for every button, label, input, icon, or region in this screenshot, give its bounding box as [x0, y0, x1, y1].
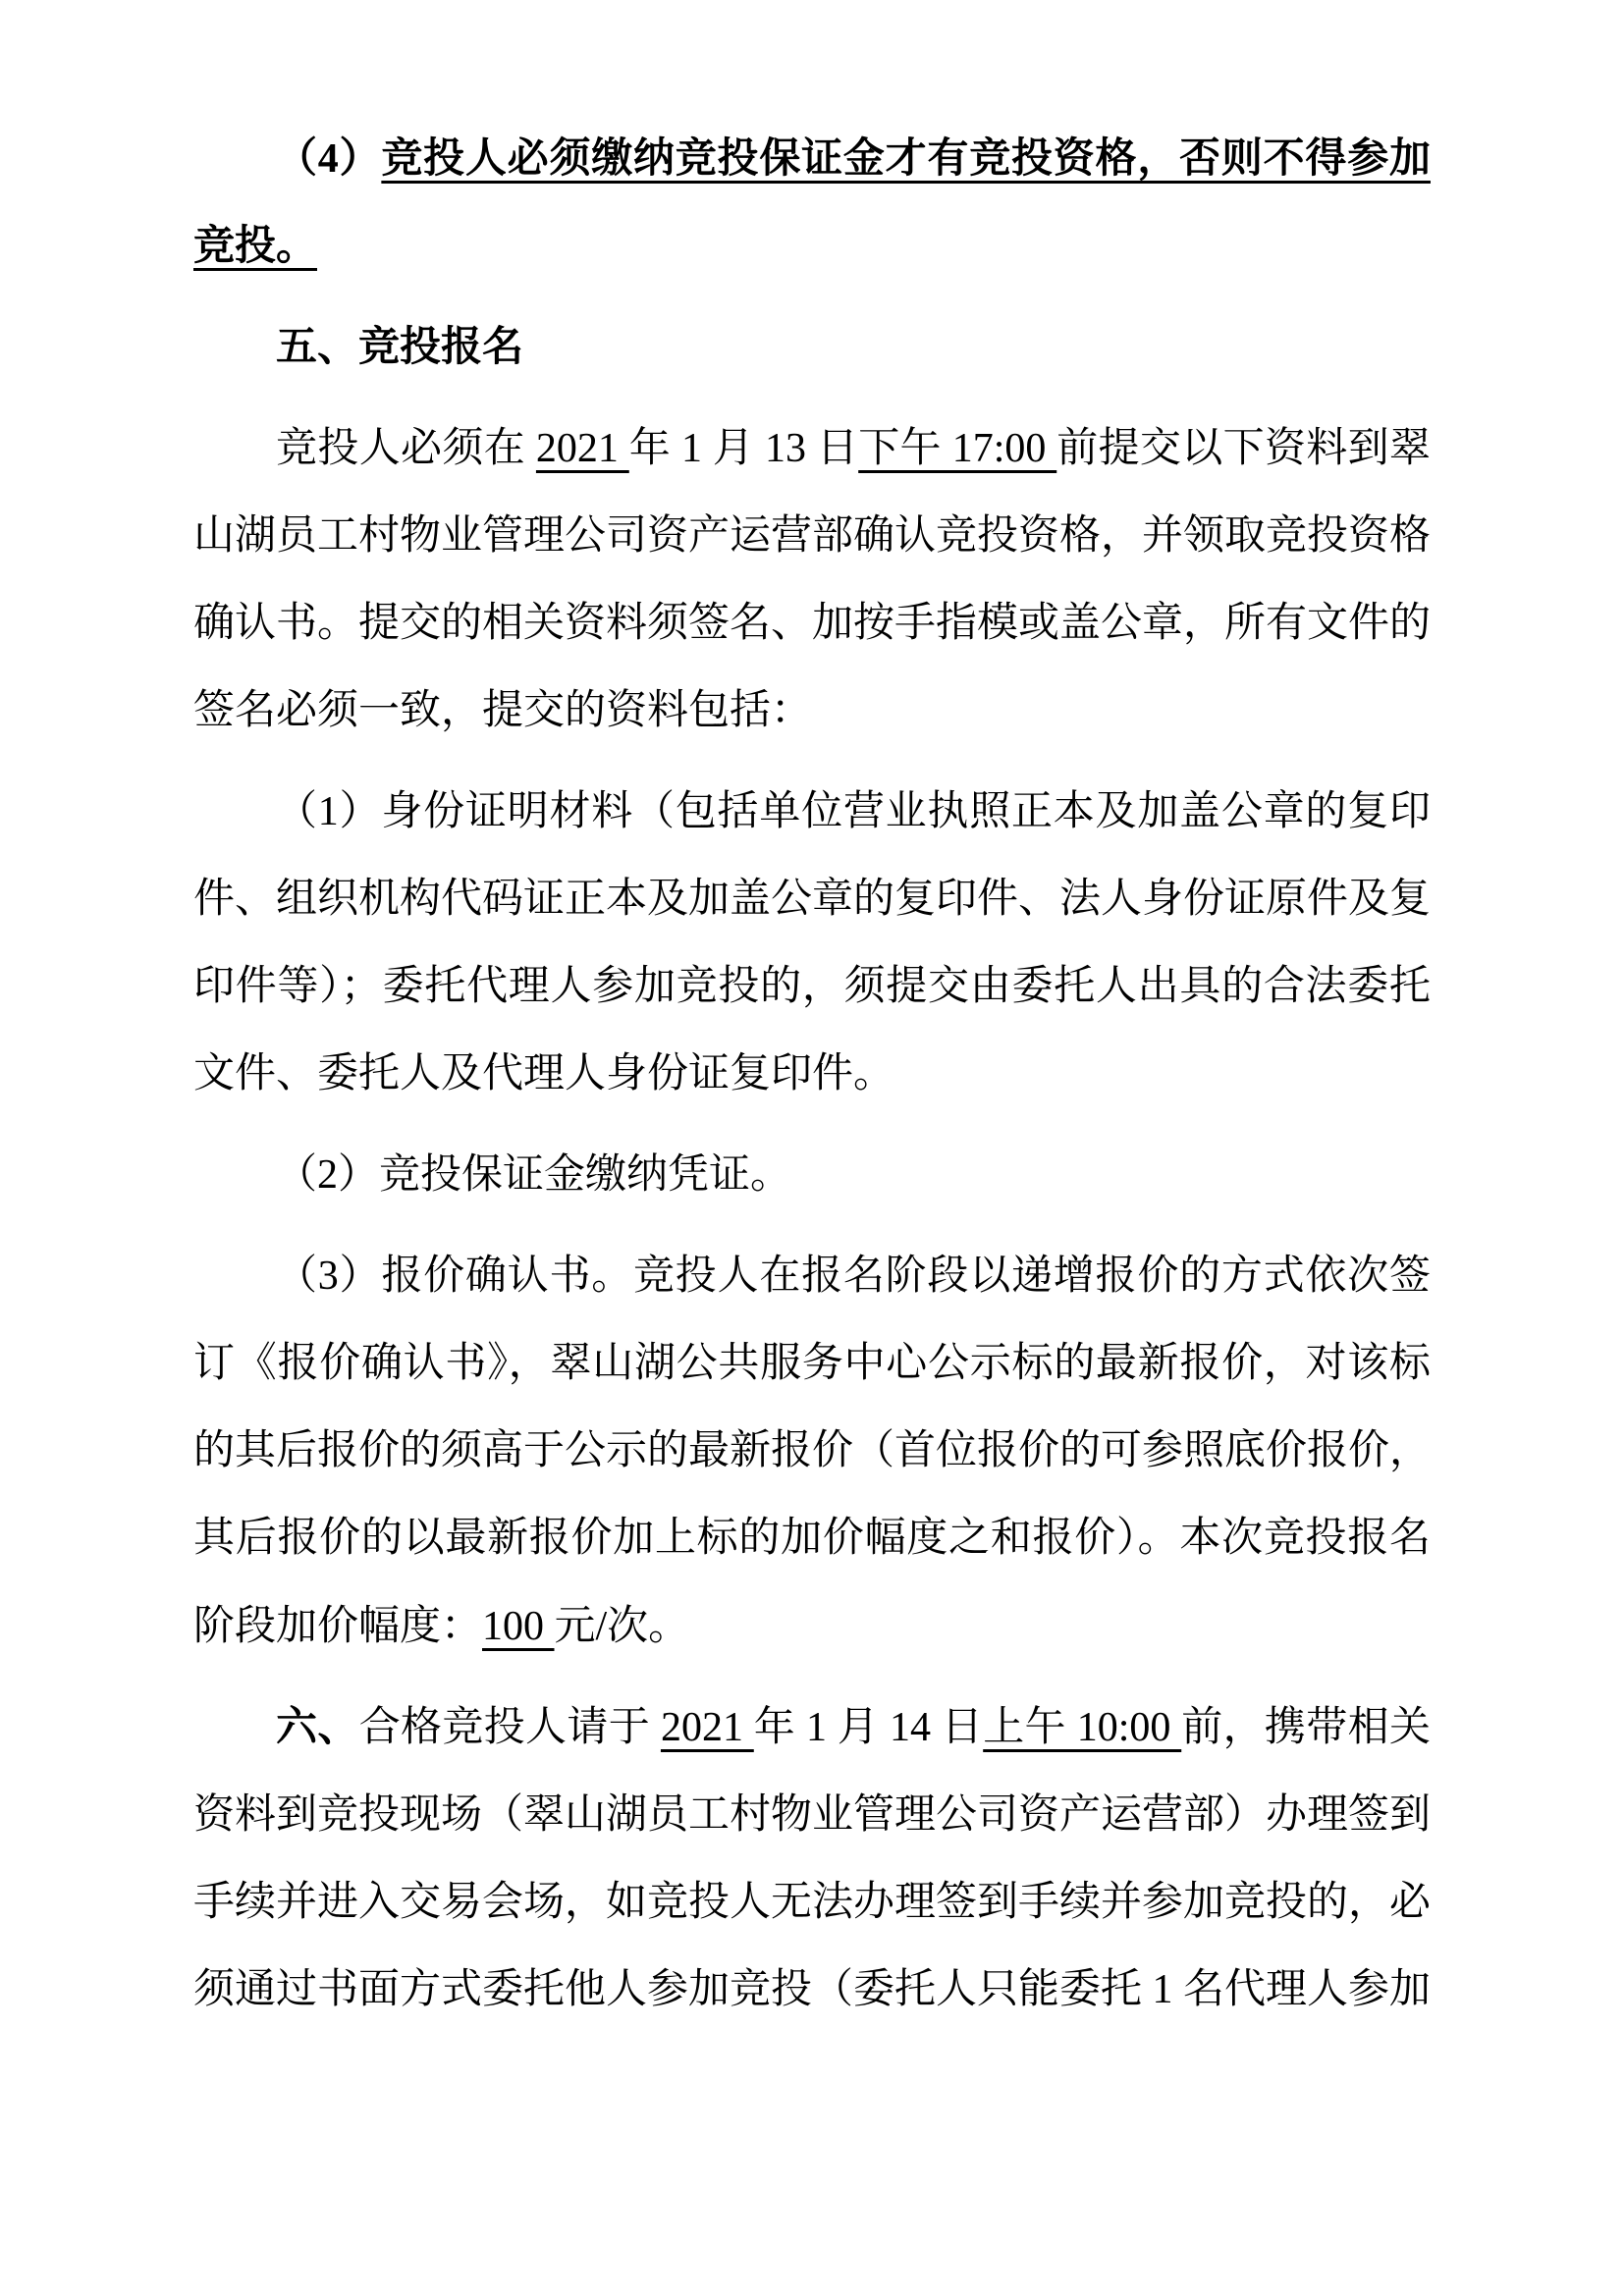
text-run: 年 1 月 13 日 [628, 426, 859, 472]
text-run: 竞投人必须缴纳竞投保证金才有竞投资格，否则不得参加竞投。 [193, 136, 1431, 270]
text-run: 前提交以下资料到翠山湖员工村物业管理公司资产运营部确认竞投资格，并领取竞投资格确认书。提交的相关资料须签名、加按手指模或盖公章，所有文件的签名必须一致，提交的资料包括： [193, 426, 1432, 734]
text-run: （1）身份证明材料（包括单位营业执照正本及加盖公章的复印件、组织机构代码证正本及加盖公章的复印件、法人身份证原件及复印件等）；委托代理人参加竞投的，须提交由委托人出具的合法委托文件、委托人及代理人身份证复印件。 [193, 789, 1432, 1097]
text-run: （3）报价确认书。竞投人在报名阶段以递增报价的方式依次签订《报价确认书》，翠山湖公共服务中心公示标的最新报价，对该标的其后报价的须高于公示的最新报价（首位报价的可参照底价报价，其后报价的以最新报价加上标的加价幅度之和报价）。本次竞投报名阶段加价幅度： [193, 1254, 1432, 1649]
text-run: 元/次。 [554, 1603, 690, 1649]
section-paragraph [193, 1684, 1431, 2034]
text-run: 100 [482, 1603, 555, 1649]
list-item [193, 1233, 1431, 1670]
clause-item [193, 116, 1431, 291]
text-run: 年 1 月 14 日 [753, 1704, 984, 1750]
text-run: （2）竞投保证金缴纳凭证。 [276, 1152, 792, 1199]
body-paragraph [193, 405, 1431, 755]
document-body [193, 116, 1431, 2034]
text-run: 下午 17:00 [858, 426, 1057, 472]
text-run: 竞投人必须在 [276, 426, 536, 472]
section-heading [193, 304, 1431, 392]
text-run: 上午 10:00 [983, 1704, 1182, 1750]
text-run: （4） [276, 136, 382, 182]
list-item [193, 769, 1431, 1118]
text-run: 五、竞投报名 [276, 325, 524, 371]
text-run: 2021 [660, 1704, 754, 1750]
text-run: 六、 [276, 1704, 359, 1750]
list-item [193, 1132, 1431, 1219]
text-run: 合格竞投人请于 [358, 1704, 661, 1750]
text-run: 前，携带相关资料到竞投现场（翠山湖员工村物业管理公司资产运营部）办理签到手续并进入交易会场，如竞投人无法办理签到手续并参加竞投的，必须通过书面方式委托他人参加竞投（委托人只能委托 1 名代理人参加 [193, 1704, 1432, 2012]
text-run: 2021 [535, 426, 629, 472]
